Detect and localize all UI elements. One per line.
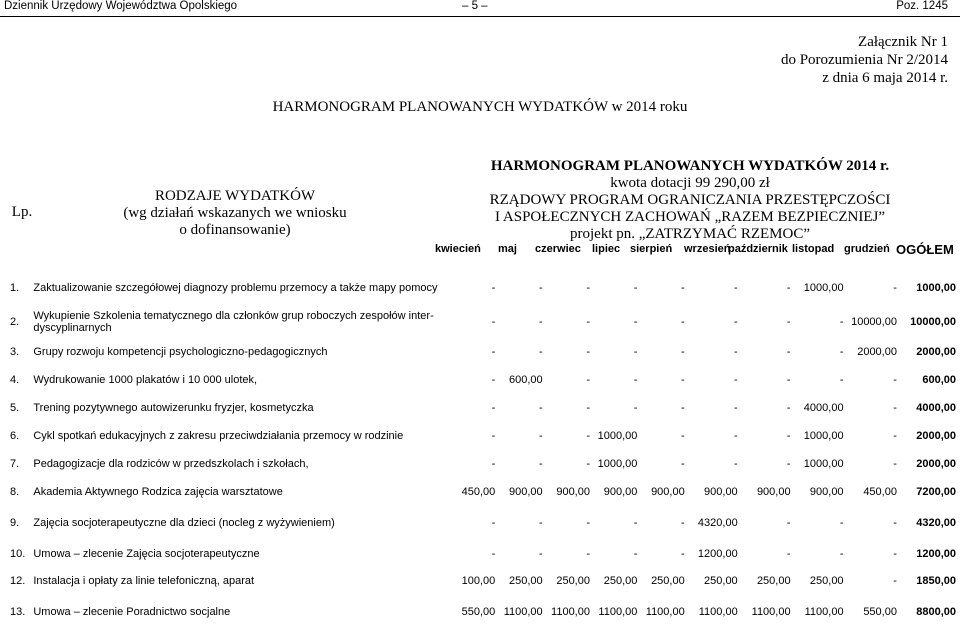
table-row bbox=[0, 594, 960, 630]
month-value: - bbox=[633, 374, 638, 386]
row-number: 9. bbox=[10, 517, 20, 529]
month-value: - bbox=[681, 374, 685, 386]
expense-name: Trening pozytywnego autowizerunku fryzjer, kosmetyczka bbox=[33, 402, 314, 414]
month-value: 250,00 bbox=[756, 575, 791, 587]
expense-name: Umowa – zlecenie Zajęcia socjoterapeutyczne bbox=[33, 548, 260, 560]
expense-name: Cykl spotkań edukacyjnych z zakresu przeciwdziałania przemocy w rodzinie bbox=[33, 430, 404, 442]
month-value: - bbox=[633, 346, 638, 358]
month-label: lipiec bbox=[592, 243, 621, 255]
expense-name: Zajęcia socjoterapeutyczne dla dzieci (nocleg z wyżywieniem) bbox=[33, 517, 335, 529]
month-value: - bbox=[839, 316, 844, 328]
table-row bbox=[0, 478, 960, 506]
month-value: 1000,00 bbox=[803, 458, 844, 470]
program-name: I ASPOŁECZNYCH ZACHOWAŃ „RAZEM BEZPIECZNIEJ” bbox=[495, 209, 885, 225]
month-value: 250,00 bbox=[704, 575, 738, 587]
expense-name: Pedagogizacje dla rodziców w przedszkolach i szkołach, bbox=[33, 458, 309, 470]
month-value: 900,00 bbox=[556, 486, 590, 498]
row-number: 5. bbox=[10, 402, 20, 414]
expense-kinds-header bbox=[110, 188, 360, 239]
month-value: - bbox=[633, 517, 638, 529]
month-label: sierpień bbox=[630, 243, 673, 255]
month-value: - bbox=[491, 374, 496, 386]
annex-note bbox=[781, 33, 948, 87]
month-value: - bbox=[786, 517, 791, 529]
row-total: 8800,00 bbox=[916, 606, 956, 618]
annex-line: do Porozumienia Nr 2/2014 bbox=[780, 52, 948, 68]
month-value: 250,00 bbox=[651, 575, 685, 587]
month-value: - bbox=[538, 548, 543, 560]
expense-name: Wydrukowanie 1000 plakatów i 10 000 ulotek, bbox=[33, 374, 258, 386]
month-label: czerwiec bbox=[535, 243, 581, 255]
month-value: - bbox=[586, 316, 590, 328]
page-header-bar bbox=[0, 0, 960, 17]
month-value: - bbox=[839, 346, 844, 358]
document-title: HARMONOGRAM PLANOWANYCH WYDATKÓW w 2014 roku bbox=[272, 99, 688, 115]
month-label: grudzień bbox=[844, 243, 890, 255]
month-value: 550,00 bbox=[461, 606, 496, 618]
table-row bbox=[0, 306, 960, 338]
month-value: 1000,00 bbox=[803, 282, 844, 294]
row-number: 12. bbox=[10, 575, 26, 587]
month-value: - bbox=[734, 316, 738, 328]
expense-schedule-table bbox=[0, 270, 960, 630]
month-value: - bbox=[786, 374, 791, 386]
schedule-header bbox=[470, 158, 910, 243]
month-value: - bbox=[538, 316, 543, 328]
position-number: Poz. 1245 bbox=[896, 0, 948, 12]
month-value: - bbox=[538, 458, 543, 470]
month-value: - bbox=[893, 548, 897, 560]
month-label: październik bbox=[728, 243, 788, 255]
month-value: - bbox=[491, 517, 496, 529]
month-value: 1100,00 bbox=[698, 606, 738, 618]
month-value: - bbox=[491, 346, 496, 358]
month-value: 600,00 bbox=[508, 374, 543, 386]
month-label: kwiecień bbox=[435, 243, 481, 255]
annex-line: Załącznik Nr 1 bbox=[858, 34, 948, 50]
row-total: 4000,00 bbox=[916, 402, 956, 414]
month-value: - bbox=[893, 430, 897, 442]
month-value: 100,00 bbox=[461, 575, 496, 587]
lp-header: Lp. bbox=[11, 204, 33, 220]
row-total: 4320,00 bbox=[916, 517, 956, 529]
month-value: 1000,00 bbox=[803, 430, 844, 442]
journal-name: Dziennik Urzędowy Województwa Opolskiego bbox=[4, 0, 238, 12]
month-value: - bbox=[893, 575, 897, 587]
month-value: 250,00 bbox=[508, 575, 543, 587]
month-value: - bbox=[786, 458, 791, 470]
expense-kinds-title: RODZAJE WYDATKÓW bbox=[154, 188, 316, 204]
month-value: 1100,00 bbox=[645, 606, 685, 618]
row-number: 13. bbox=[10, 606, 26, 618]
row-number: 7. bbox=[10, 458, 20, 470]
month-value: 4000,00 bbox=[803, 402, 844, 414]
row-total: 2000,00 bbox=[916, 346, 956, 358]
month-value: 550,00 bbox=[863, 606, 897, 618]
month-value: 250,00 bbox=[556, 575, 590, 587]
month-value: 1100,00 bbox=[598, 606, 638, 618]
row-total: 7200,00 bbox=[916, 486, 956, 498]
month-value: - bbox=[681, 548, 685, 560]
month-label: maj bbox=[498, 243, 517, 255]
row-number: 8. bbox=[10, 486, 20, 498]
table-row bbox=[0, 506, 960, 540]
month-value: - bbox=[586, 458, 590, 470]
month-value: - bbox=[734, 458, 738, 470]
row-total: 600,00 bbox=[922, 374, 956, 386]
table-row bbox=[0, 394, 960, 422]
month-value: - bbox=[839, 374, 844, 386]
annex-line: z dnia 6 maja 2014 r. bbox=[822, 70, 948, 86]
row-number: 2. bbox=[10, 316, 20, 328]
month-value: 1100,00 bbox=[804, 606, 844, 618]
month-value: - bbox=[491, 430, 496, 442]
month-label: wrzesień bbox=[684, 243, 731, 255]
month-value: - bbox=[633, 282, 638, 294]
month-value: - bbox=[839, 548, 844, 560]
row-number: 3. bbox=[10, 346, 20, 358]
row-total: 2000,00 bbox=[916, 430, 956, 442]
month-value: 250,00 bbox=[603, 575, 638, 587]
month-value: - bbox=[538, 402, 543, 414]
month-value: 250,00 bbox=[809, 575, 844, 587]
month-label: listopad bbox=[792, 243, 835, 255]
month-value: - bbox=[893, 402, 897, 414]
project-name: projekt pn. „ZATRZYMAĆ RZEMOC” bbox=[570, 226, 810, 242]
month-value: 1000,00 bbox=[597, 430, 638, 442]
month-value: 900,00 bbox=[704, 486, 738, 498]
month-value: - bbox=[491, 402, 496, 414]
month-value: - bbox=[491, 458, 496, 470]
table-row bbox=[0, 270, 960, 306]
month-value: 4320,00 bbox=[697, 517, 738, 529]
program-name: RZĄDOWY PROGRAM OGRANICZANIA PRZESTĘPCZOŚCI bbox=[489, 192, 891, 208]
month-value: - bbox=[786, 346, 791, 358]
table-row bbox=[0, 338, 960, 366]
month-value: - bbox=[491, 316, 496, 328]
expense-name: Zaktualizowanie szczegółowej diagnozy problemu przemocy a także mapy pomocy bbox=[33, 282, 438, 294]
month-value: 1000,00 bbox=[597, 458, 638, 470]
month-value: - bbox=[893, 517, 897, 529]
month-value: - bbox=[586, 517, 590, 529]
month-value: 900,00 bbox=[756, 486, 791, 498]
month-value: - bbox=[681, 316, 685, 328]
row-total: 1850,00 bbox=[916, 575, 956, 587]
month-value: 900,00 bbox=[508, 486, 543, 498]
month-value: 900,00 bbox=[651, 486, 685, 498]
month-value: - bbox=[786, 430, 791, 442]
month-value: - bbox=[586, 346, 590, 358]
schedule-title: HARMONOGRAM PLANOWANYCH WYDATKÓW 2014 r. bbox=[490, 158, 890, 174]
month-value: - bbox=[786, 316, 791, 328]
month-value: - bbox=[681, 346, 685, 358]
month-value: - bbox=[491, 282, 496, 294]
month-value: 1100,00 bbox=[503, 606, 543, 618]
row-number: 1. bbox=[10, 282, 20, 294]
month-value: - bbox=[893, 458, 897, 470]
month-value: - bbox=[633, 548, 638, 560]
month-value: 1200,00 bbox=[697, 548, 738, 560]
month-value: - bbox=[681, 458, 685, 470]
month-value: - bbox=[734, 282, 738, 294]
month-value: - bbox=[786, 282, 791, 294]
month-value: 2000,00 bbox=[857, 346, 897, 358]
table-row bbox=[0, 568, 960, 594]
month-value: - bbox=[538, 346, 543, 358]
expense-name: Instalacja i opłaty za linie telefoniczną, aparat bbox=[33, 575, 255, 587]
month-value: - bbox=[586, 548, 590, 560]
table-row bbox=[0, 540, 960, 568]
month-value: - bbox=[633, 316, 638, 328]
month-value: - bbox=[633, 402, 638, 414]
month-value: - bbox=[491, 548, 496, 560]
month-value: 1100,00 bbox=[751, 606, 791, 618]
month-value: - bbox=[734, 402, 738, 414]
month-value: - bbox=[734, 374, 738, 386]
month-value: - bbox=[786, 402, 791, 414]
table-row bbox=[0, 450, 960, 478]
month-value: 900,00 bbox=[809, 486, 844, 498]
month-value: - bbox=[681, 517, 685, 529]
total-label: OGÓŁEM bbox=[896, 242, 954, 257]
month-value: - bbox=[893, 282, 897, 294]
month-value: - bbox=[586, 402, 590, 414]
month-value: 1100,00 bbox=[551, 606, 590, 618]
expense-name: Akademia Aktywnego Rodzica zajęcia warsztatowe bbox=[33, 486, 283, 498]
month-value: - bbox=[681, 402, 685, 414]
month-value: - bbox=[839, 517, 844, 529]
month-value: - bbox=[734, 430, 738, 442]
expense-kinds-note: o dofinansowanie) bbox=[179, 222, 291, 238]
table-row bbox=[0, 366, 960, 394]
row-total: 10000,00 bbox=[910, 316, 956, 328]
month-value: - bbox=[538, 430, 543, 442]
row-total: 2000,00 bbox=[916, 458, 956, 470]
expense-name: Umowa – zlecenie Poradnictwo socjalne bbox=[33, 606, 231, 618]
month-value: - bbox=[734, 346, 738, 358]
month-value: 450,00 bbox=[461, 486, 496, 498]
row-total: 1200,00 bbox=[916, 548, 956, 560]
month-value: - bbox=[681, 430, 685, 442]
row-number: 6. bbox=[10, 430, 20, 442]
expense-name: Grupy rozwoju kompetencji psychologiczno-pedagogicznych bbox=[33, 346, 328, 358]
month-value: - bbox=[538, 282, 543, 294]
expense-name: Wykupienie Szkolenia tematycznego dla członków grup roboczych zespołów inter-dyscyplinarnych bbox=[33, 310, 434, 334]
month-value: 10000,00 bbox=[851, 316, 897, 328]
month-value: - bbox=[586, 430, 590, 442]
grant-amount: kwota dotacji 99 290,00 zł bbox=[610, 175, 770, 191]
page-number: – 5 – bbox=[462, 0, 488, 12]
row-total: 1000,00 bbox=[916, 282, 956, 294]
row-number: 10. bbox=[10, 548, 26, 560]
month-value: - bbox=[586, 282, 590, 294]
month-value: 900,00 bbox=[603, 486, 638, 498]
month-value: - bbox=[681, 282, 685, 294]
month-value: - bbox=[893, 374, 897, 386]
month-value: - bbox=[586, 374, 590, 386]
row-number: 4. bbox=[10, 374, 20, 386]
month-value: - bbox=[786, 548, 791, 560]
month-value: - bbox=[538, 517, 543, 529]
expense-kinds-note: (wg działań wskazanych we wniosku bbox=[123, 205, 347, 221]
table-row bbox=[0, 422, 960, 450]
month-value: 450,00 bbox=[863, 486, 897, 498]
